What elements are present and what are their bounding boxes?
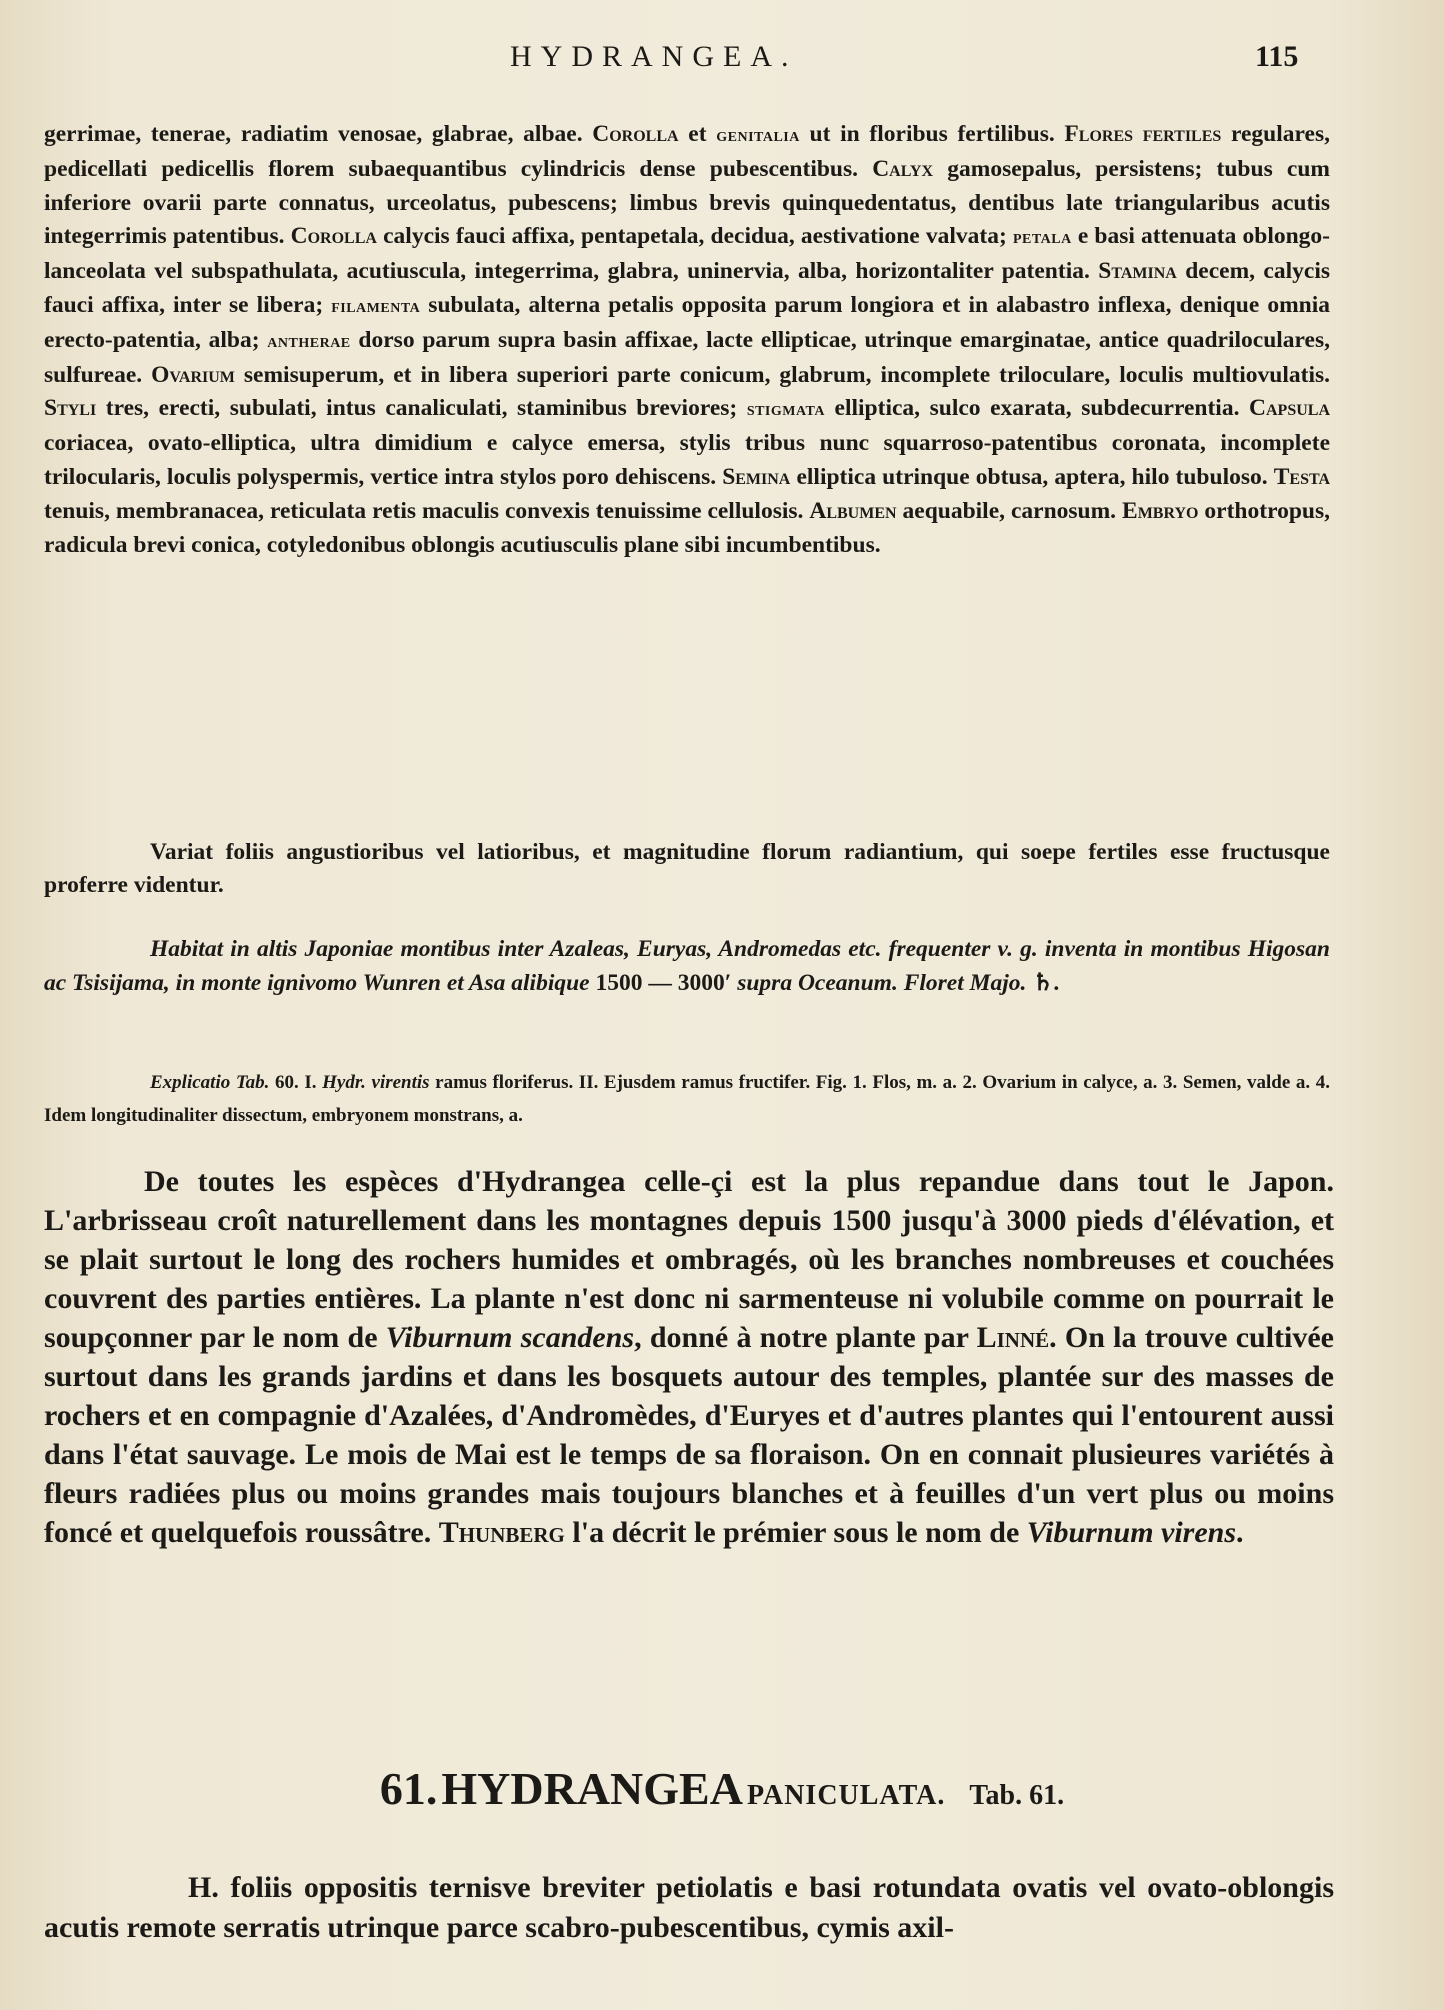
explicatio-text: ramus floriferus. II. Ejusdem ramus fructifer. Fig. 1. Flos, m. a. 2. Ovarium in calyce, a. 3. Semen, valde a. 4. Idem longitudinaliter dissectum, embryonem monstrans, a. (44, 1072, 1330, 1126)
description-text: tenuis, membranacea, reticulata retis maculis convexis tenuissime cellulosis. (44, 497, 810, 524)
french-text: De toutes les espèces d'Hydrangea celle-çi est la plus repandue dans tout le Japon. L'arbrisseau croît naturellement dans les montagnes depuis 1500 jusqu'à 3000 pieds d'élévation, et se plait surtout le long des rochers humides et ombragés, où les branches nombreuses et couchées couvrent des parties entières. La plante n'est donc ni sarmenteuse ni volubile comme on pourrait le soupçonner par le nom de (44, 1165, 1334, 1354)
elevation-range: 1500 — 3000′ (595, 969, 732, 996)
species-diagnosis: H. foliis oppositis ternisve breviter petiolatis e basi rotundata ovatis vel ovato-oblongis acutis remote serratis utrinque parce scabro-pubescentibus, cymis axil- (44, 1871, 1334, 1944)
description-text: e basi attenuata oblongo-lanceolata vel subspathulata, acutiuscula, integerrima, glabra, uninervia, alba, horizontaliter patentia. (44, 223, 1330, 285)
description-paragraph (44, 118, 1330, 562)
french-text: . (1236, 1516, 1244, 1549)
species-heading (0, 1762, 1444, 1815)
description-text: dorso parum supra basin affixae, lacte ellipticae, utrinque emarginatae, antice quadriloculares, sulfureae. (44, 326, 1330, 388)
description-text: gerrimae, tenerae, radiatim venosae, glabrae, albae. (44, 121, 593, 147)
description-text: orthotropus, radicula brevi conica, cotyledonibus oblongis acutiusculis plane sibi incumbentibus. (44, 497, 1330, 558)
french-text: l'a décrit le prémier sous le nom de (564, 1516, 1027, 1549)
explicatio-text: 60. I. (269, 1072, 323, 1093)
term-filamenta: filamenta (331, 294, 421, 317)
french-text: . On la trouve cultivée surtout dans les grands jardins et dans les bosquets autour des temples, plantée sur des masses de rochers et en compagnie d'Azalées, d'Andromèdes, d'Euryes et d'autres plantes qui l'entourent aussi dans l'état sauvage. Le mois de Mai est le temps de sa floraison. On en connait plusieures variétés à fleurs radiées plus ou moins grandes mais toujours blanches et à feuilles d'un vert plus ou moins foncé et quelquefois roussâtre. (44, 1321, 1334, 1549)
botanical-description (44, 118, 1330, 562)
page-header (0, 40, 1444, 80)
habitat-text: supra Oceanum. Floret Majo. (731, 969, 1033, 996)
plate-explanation (44, 1066, 1330, 1132)
french-commentary (44, 1162, 1334, 1552)
description-text: et (678, 121, 717, 147)
species-name: Viburnum virens (1026, 1516, 1237, 1549)
species-name: Viburnum scandens (385, 1321, 635, 1354)
description-text: aequabile, carnosum. (896, 497, 1123, 524)
variat-paragraph: Variat foliis angustioribus vel latioribus, et magnitudine florum radiantium, qui soepe fertiles esse fructusque proferre videntur. (44, 838, 1330, 899)
description-text: regulares, pedicellati pedicellis florem subaequantibus cylindricis dense pubescentibus. (44, 121, 1330, 182)
page-number: 115 (1255, 40, 1299, 73)
species-number: 61. (379, 1763, 438, 1814)
species-name: Hydr. virentis (322, 1072, 430, 1093)
author-name: Linné (976, 1321, 1050, 1354)
description-text: elliptica, sulco exarata, subdecurrentia. (824, 395, 1250, 422)
running-title: HYDRANGEA. (510, 40, 798, 73)
shrub-symbol: ♄. (1032, 969, 1060, 996)
term-stigmata: stigmata (746, 398, 825, 421)
description-text: gamosepalus, persistens; tubus cum inferiore ovarii parte connatus, urceolatus, pubescens; limbus brevis quinquedentatus, dentibus late triangularibus acutis integerrimis patentibus. (44, 155, 1330, 250)
habitat-paragraph (44, 932, 1330, 1000)
french-text: , donné à notre plante par (634, 1321, 977, 1354)
term-stamina: Stamina (1098, 258, 1177, 285)
description-text: elliptica utrinque obtusa, aptera, hilo tubuloso. (790, 463, 1274, 490)
term-calyx: Calyx (872, 155, 934, 182)
description-text: semisuperum, et in libera superiori parte conicum, glabrum, incomplete triloculare, loculis multiovulatis. (234, 361, 1331, 388)
genus-name: HYDRANGEA (441, 1763, 743, 1814)
term-capsula: Capsula (1249, 395, 1330, 422)
species-epithet: PANICULATA. (746, 1780, 946, 1811)
description-text: coriacea, ovato-elliptica, ultra dimidium e calyce emersa, stylis tribus nunc squarroso-patentibus coronata, incomplete trilocularis, loculis polyspermis, vertice intra stylos poro dehiscens. (44, 430, 1330, 490)
description-text: tres, erecti, subulati, intus canaliculati, staminibus breviores; (96, 395, 747, 422)
explicatio-label: Explicatio Tab. (150, 1072, 270, 1093)
term-flores-fertiles: Flores fertiles (1064, 121, 1222, 147)
term-testa: Testa (1273, 463, 1331, 490)
term-embryo: Embryo (1122, 497, 1199, 524)
term-albumen: Albumen (809, 497, 897, 524)
term-ovarium: Ovarium (151, 361, 235, 388)
plate-reference: Tab. 61. (969, 1780, 1065, 1811)
term-semina: Semina (722, 463, 791, 490)
description-text: subulata, alterna petalis opposita parum longiora et in alabastro inflexa, denique omnia erecto-patentia, alba; (44, 291, 1330, 353)
term-corolla: Corolla (592, 121, 679, 147)
term-styli: Styli (44, 395, 97, 422)
author-name: Thunberg (438, 1516, 565, 1549)
term-genitalia: genitalia (716, 124, 800, 146)
habitat-text: Habitat in altis Japoniae montibus inter Azaleas, Euryas, Andromedas etc. frequenter v. g. inventa in montibus Higosan ac Tsisijama, in monte ignivomo Wunren et Asa alibique (44, 935, 1330, 996)
description-text: decem, calycis fauci affixa, inter se libera; (44, 258, 1330, 318)
term-antherae: antherae (267, 329, 351, 352)
description-text: ut in floribus fertilibus. (799, 121, 1065, 147)
description-text: calycis fauci affixa, pentapetala, decidua, aestivatione valvata; (376, 223, 1013, 250)
term-petala: petala (1012, 226, 1072, 249)
term-corolla: Corolla (290, 223, 377, 250)
